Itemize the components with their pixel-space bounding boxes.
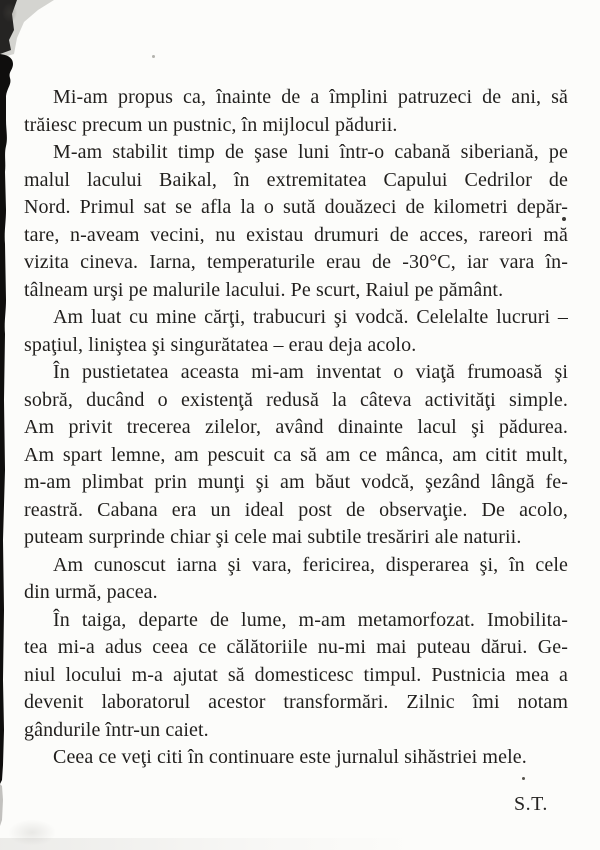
paragraph bbox=[24, 552, 568, 607]
text-line: gândurile într-un caiet. bbox=[24, 718, 209, 741]
text-line: tea mi-a adus ceea ce călătoriile nu-mi mai puteau dărui. Ge- bbox=[24, 636, 568, 658]
text-line: tâlneam urşi pe malurile lacului. Pe scurt, Raiul pe pământ. bbox=[24, 278, 504, 301]
paragraph bbox=[24, 744, 568, 772]
text-line: tare, n-aveam vecini, nu existau drumuri de acces, rareori mă bbox=[24, 223, 568, 246]
text-line: m-am plimbat prin munţi şi am băut vodcă, şezând lângă fe- bbox=[24, 471, 568, 493]
text-line: sobră, ducând o existenţă redusă la câteva activităţi simple. bbox=[24, 388, 568, 411]
scan-smudge-bottom-edge bbox=[0, 838, 420, 850]
scan-smudge-top-left bbox=[0, 0, 80, 70]
text-line: Nord. Primul sat se afla la o sută douăzeci de kilometri depăr- bbox=[24, 196, 568, 218]
text-line: Mi-am propus ca, înainte de a împlini patruzeci de ani, să bbox=[53, 86, 568, 108]
text-line: Am privit trecerea zilelor, având dinainte lacul şi pădurea. bbox=[24, 416, 568, 438]
text-line: reastră. Cabana era un ideal post de observaţie. De acolo, bbox=[24, 498, 568, 521]
text-line: spaţiul, liniştea şi singurătatea – erau deja acolo. bbox=[24, 333, 417, 356]
page-text bbox=[24, 84, 568, 772]
text-line: devenit laboratorul acestor transformări. Zilnic îmi notam bbox=[24, 691, 568, 713]
text-line: Am cunoscut iarna şi vara, fericirea, disperarea şi, în cele bbox=[53, 553, 568, 576]
text-line: În pustietatea aceasta mi-am inventat o viaţă frumoasă şi bbox=[53, 361, 568, 383]
paragraph bbox=[24, 607, 568, 745]
text-line: M-am stabilit timp de şase luni într-o cabană siberiană, pe bbox=[53, 141, 568, 163]
paragraph bbox=[24, 304, 568, 359]
paragraph bbox=[24, 84, 568, 139]
text-line: vizita cineva. Iarna, temperaturile erau de -30°C, iar vara în- bbox=[24, 251, 568, 273]
scan-speck bbox=[522, 777, 525, 780]
paragraph bbox=[24, 139, 568, 304]
text-line: puteam surprinde chiar şi cele mai subtile tresăriri ale naturii. bbox=[24, 526, 522, 548]
text-line: malul lacului Baikal, în extremitatea Capului Cedrilor de bbox=[24, 168, 568, 191]
text-line: niul locului m-a ajutat să domesticesc timpul. Pustnicia mea a bbox=[24, 663, 568, 686]
scan-speck bbox=[152, 55, 155, 58]
text-line: Am spart lemne, am pescuit ca să am ce mânca, am citit mult, bbox=[24, 443, 568, 466]
text-line: trăiesc precum un pustnic, în mijlocul pădurii. bbox=[24, 113, 398, 136]
text-line: Am luat cu mine cărţi, trabucuri şi vodcă. Celelalte lucruri – bbox=[53, 306, 568, 328]
text-line: din urmă, pacea. bbox=[24, 581, 158, 603]
paragraph bbox=[24, 359, 568, 552]
signature: S.T. bbox=[514, 793, 548, 815]
text-line: În taiga, departe de lume, m-am metamorfozat. Imobilita- bbox=[53, 608, 568, 631]
text-line: Ceea ce veţi citi în continuare este jurnalul sihăstriei mele. bbox=[53, 746, 527, 768]
